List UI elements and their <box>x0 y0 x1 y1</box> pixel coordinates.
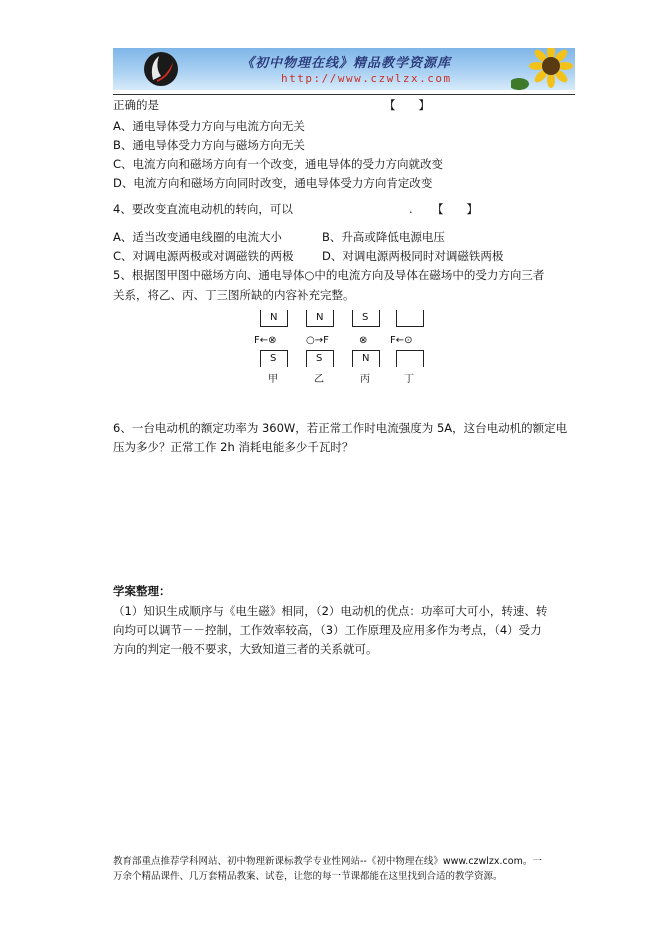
diagram-yi-top-magnet <box>306 310 334 327</box>
diagram-jia-bottom-pole: S <box>270 353 277 364</box>
q4-answer-bracket: 【 】 <box>432 202 478 216</box>
q3-answer-bracket: 【 】 <box>384 98 430 112</box>
q4-option-b: B、升高或降低电源电压 <box>322 230 445 244</box>
diagram-jia-bottom-magnet <box>260 350 288 367</box>
diagram-jia-top-pole: N <box>270 312 278 323</box>
q4-stem: 4、要改变直流电动机的转向，可以 <box>113 202 293 216</box>
diagram-ding-top-magnet <box>396 310 424 327</box>
q6-line-2: 压为多少？正常工作 2h 消耗电能多少千瓦时？ <box>113 440 354 454</box>
summary-line-1: （1）知识生成顺序与《电生磁》相同，（2）电动机的优点：功率可大可小，转速、转 <box>113 604 548 618</box>
q5-line-1: 5、根据图甲图中磁场方向、通电导体○中的电流方向及导体在磁场中的受力方向三者 <box>113 268 545 282</box>
q3-option-d: D、电流方向和磁场方向同时改变，通电导体受力方向肯定改变 <box>113 176 433 190</box>
diagram-ding-bottom-magnet <box>396 350 424 367</box>
diagram-bing-top-pole: S <box>362 312 369 323</box>
diagram-yi-bottom-pole: S <box>316 353 323 364</box>
q6-line-1: 6、一台电动机的额定功率为 360W，若正常工作时电流强度为 5A，这台电动机的额定电 <box>113 421 568 435</box>
diagram-jia-middle: F←⊗ <box>254 335 277 346</box>
summary-heading: 学案整理： <box>113 584 171 598</box>
diagram-jia-top-magnet <box>260 310 288 327</box>
diagram-ding-middle: F←⊙ <box>390 335 413 346</box>
banner-title: 《初中物理在线》精品教学资源库 <box>241 56 452 71</box>
banner-url: http://www.czwlzx.com <box>281 72 452 85</box>
summary-line-3: 方向的判定一般不要求，大致知道三者的关系就可。 <box>113 642 378 656</box>
diagram-bing-middle: ⊗ <box>359 335 368 346</box>
header-rule <box>113 94 575 95</box>
diagram-yi-top-pole: N <box>316 312 324 323</box>
q3-option-a: A、通电导体受力方向与电流方向无关 <box>113 119 305 133</box>
q5-line-2: 关系，将乙、丙、丁三图所缺的内容补充完整。 <box>113 288 355 302</box>
q3-option-c: C、电流方向和磁场方向有一个改变，通电导体的受力方向就改变 <box>113 157 444 171</box>
q4-dot: . <box>409 202 413 216</box>
diagram-ding-caption: 丁 <box>404 374 414 385</box>
header-banner <box>113 48 575 90</box>
sunflower-icon <box>511 48 575 90</box>
diagram-bing-bottom-magnet <box>352 350 380 367</box>
diagram-jia-caption: 甲 <box>268 374 278 385</box>
diagram-bing-caption: 丙 <box>360 374 370 385</box>
logo-icon <box>141 50 181 88</box>
q4-option-a: A、适当改变通电线圈的电流大小 <box>113 230 282 244</box>
diagram-yi-bottom-magnet <box>306 350 334 367</box>
q4-option-d: D、对调电源两极同时对调磁铁两极 <box>322 249 504 263</box>
diagram-bing-top-magnet <box>352 310 380 327</box>
q3-option-b: B、通电导体受力方向与磁场方向无关 <box>113 138 305 152</box>
diagram-yi-middle: ○→F <box>306 335 329 346</box>
diagram-bing-bottom-pole: N <box>362 353 370 364</box>
footer-line-2: 万余个精品课件、几万套精品教案、试卷，让您的每一节课都能在这里找到合适的教学资源。 <box>113 871 503 882</box>
q4-option-c: C、对调电源两极或对调磁铁的两极 <box>113 249 294 263</box>
magnet-diagrams <box>250 308 430 388</box>
summary-line-2: 向均可以调节－－控制，工作效率较高，（3）工作原理及应用多作为考点，（4）受力 <box>113 623 542 637</box>
q3-stem: 正确的是 <box>113 98 159 112</box>
footer-line-1: 教育部重点推荐学科网站、初中物理新课标教学专业性网站--《初中物理在线》www.czwlzx.com。一 <box>113 856 542 867</box>
diagram-yi-caption: 乙 <box>314 374 324 385</box>
